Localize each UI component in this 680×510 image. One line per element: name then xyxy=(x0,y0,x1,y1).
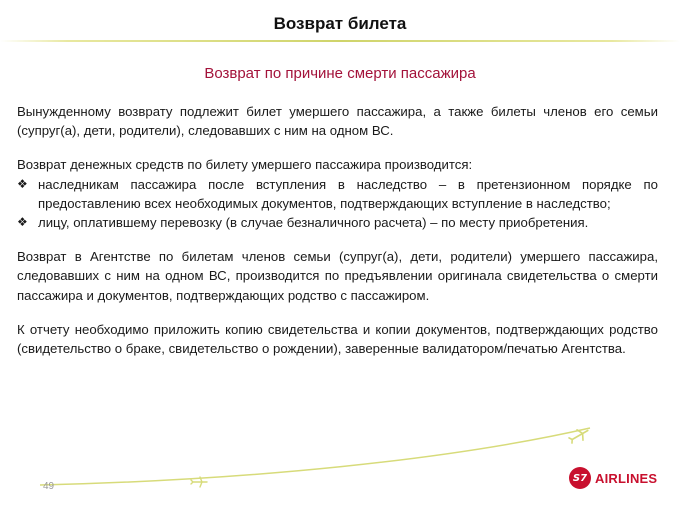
title-divider xyxy=(0,40,680,42)
page-number: 49 xyxy=(43,481,55,492)
section-subtitle: Возврат по причине смерти пассажира xyxy=(204,65,476,82)
list-item xyxy=(17,213,658,232)
logo-text: AIRLINES xyxy=(595,470,658,486)
paragraph-report-attachments: К отчету необходимо приложить копию свидетельства и копии документов, подтверждающих родство (свидетельство о браке, свидетельство о рождении), заверенные валидатором/печатью Агентства. xyxy=(17,321,658,357)
paragraph-refund-intro: Возврат денежных средств по билету умершего пассажира производится: xyxy=(17,157,473,173)
paragraph-forced-return: Вынужденному возврату подлежит билет умершего пассажира, а также билеты членов его семьи (супруг(а), дети, родители), следовавших с ним на одном ВС. xyxy=(17,104,658,139)
list-item xyxy=(17,175,658,213)
list-item-text: наследникам пассажира после вступления в наследство – в претензионном порядке по предоставлению всех необходимых документов, подтверждающих вступление в наследство; xyxy=(38,176,658,211)
paragraph-agency-return: Возврат в Агентстве по билетам членов семьи (супруг(а), дети, родители) умершего пассажира, следовавших с ним на одном ВС, производится по предъявлении оригинала свидетельства о смерти пассажира и документов, подтверждающих родство с пассажиром. xyxy=(17,249,658,303)
decorative-swoosh xyxy=(0,420,680,510)
slide-content xyxy=(17,102,658,358)
list-item-text: лицу, оплатившему перевозку (в случае безналичного расчета) – по месту приобретения. xyxy=(38,215,589,231)
refund-recipients-list xyxy=(17,175,658,233)
diamond-bullet-icon: ❖ xyxy=(17,176,28,191)
s7-airlines-logo xyxy=(569,466,657,490)
page-title: Возврат билета xyxy=(273,14,407,33)
diamond-bullet-icon: ❖ xyxy=(17,215,28,230)
title-bar xyxy=(0,0,680,44)
logo-mark: S7 xyxy=(569,467,591,489)
